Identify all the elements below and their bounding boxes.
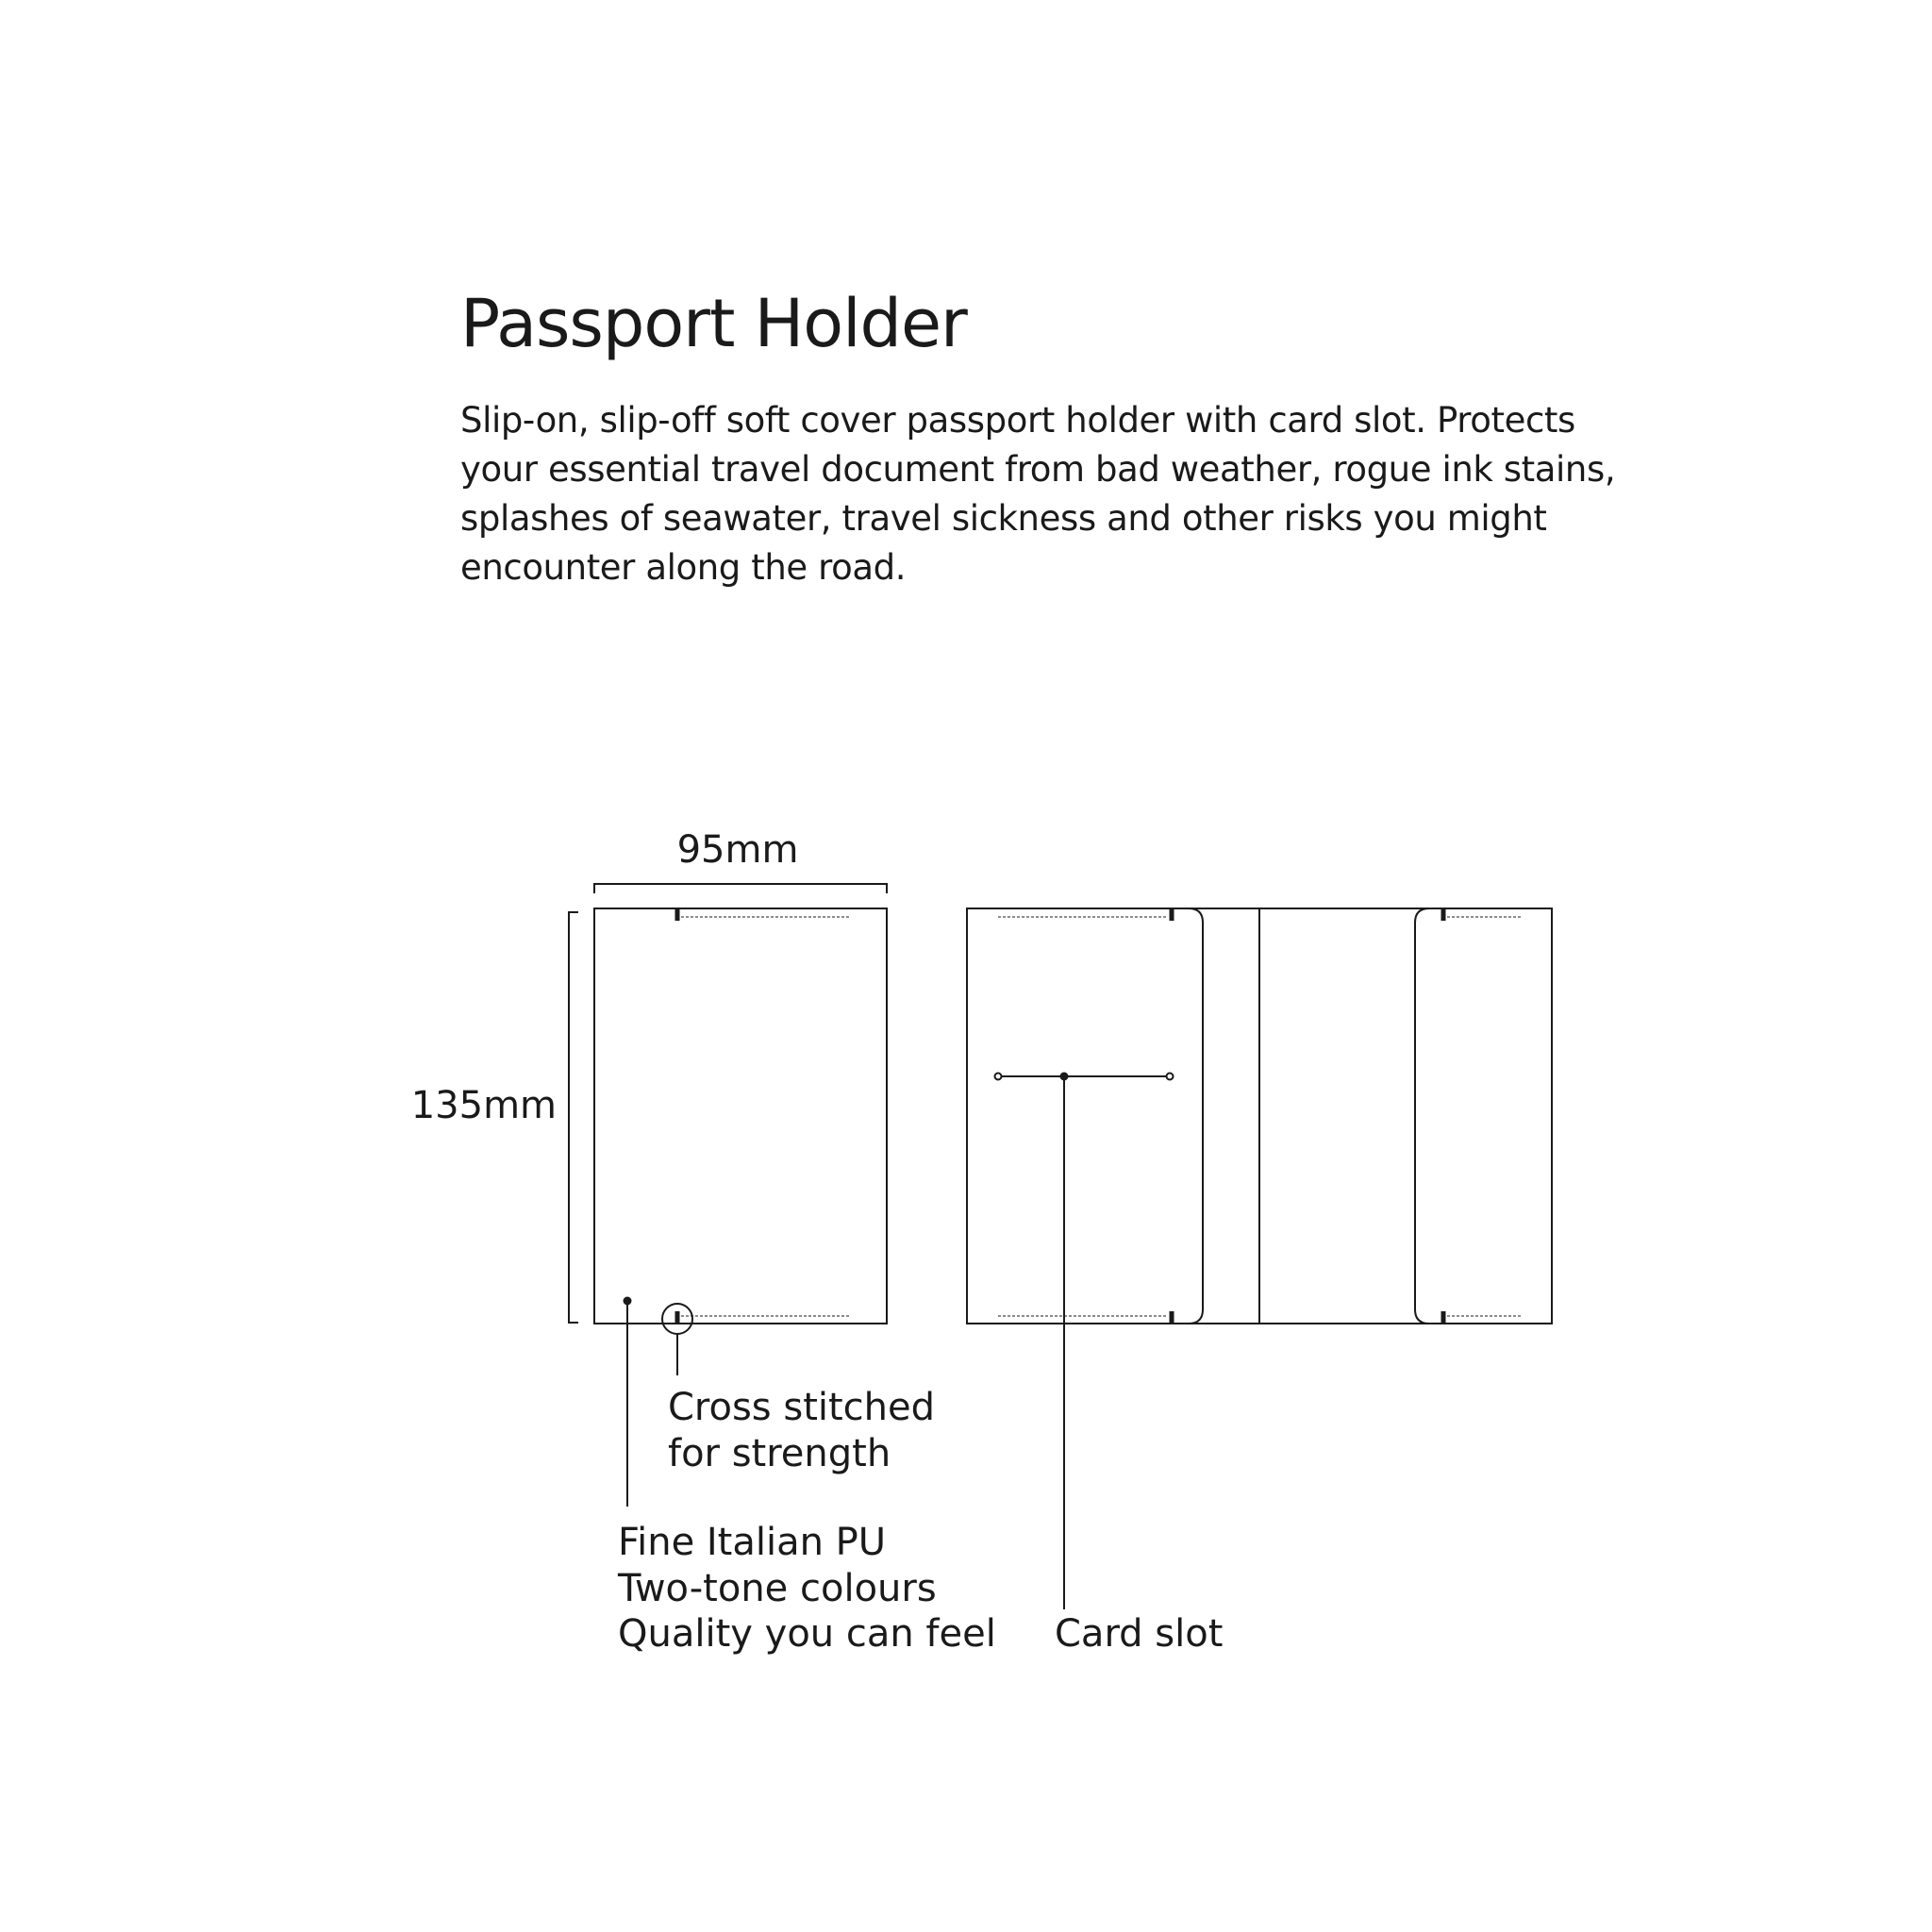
width-dimension	[594, 884, 887, 893]
page-title: Passport Holder	[460, 285, 967, 362]
card-slot-right-end	[1167, 1074, 1174, 1080]
card-slot-left-end	[995, 1074, 1002, 1080]
card-slot-pointer-dot	[1061, 1074, 1068, 1080]
width-label: 95mm	[676, 828, 799, 872]
height-bracket	[569, 912, 578, 1323]
left-inner-flap	[1170, 908, 1203, 1324]
material-pointer-dot	[625, 1298, 631, 1305]
closed-holder-outline	[594, 908, 887, 1324]
open-holder	[967, 908, 1552, 1324]
material-label-line-2: Two-tone colours	[618, 1567, 937, 1610]
material-label-line-3: Quality you can feel	[618, 1612, 996, 1656]
height-dimension	[569, 912, 578, 1323]
material-label-line-1: Fine Italian PU	[618, 1521, 887, 1564]
height-label: 135mm	[410, 1084, 557, 1127]
right-inner-flap	[1415, 908, 1445, 1324]
description-line-3: splashes of seawater, travel sickness and other risks you might	[460, 498, 1547, 539]
description-line-4: encounter along the road.	[460, 547, 907, 588]
description-line-2: your essential travel document from bad weather, rogue ink stains,	[460, 449, 1616, 490]
cross-stitch-label-line-2: for strength	[668, 1432, 891, 1475]
description-line-1: Slip-on, slip-off soft cover passport holder with card slot. Protects	[460, 400, 1575, 441]
cross-stitch-label-line-1: Cross stitched	[668, 1386, 936, 1429]
closed-holder	[594, 908, 887, 1334]
card-slot-label: Card slot	[1055, 1612, 1224, 1656]
width-bracket	[594, 884, 887, 893]
